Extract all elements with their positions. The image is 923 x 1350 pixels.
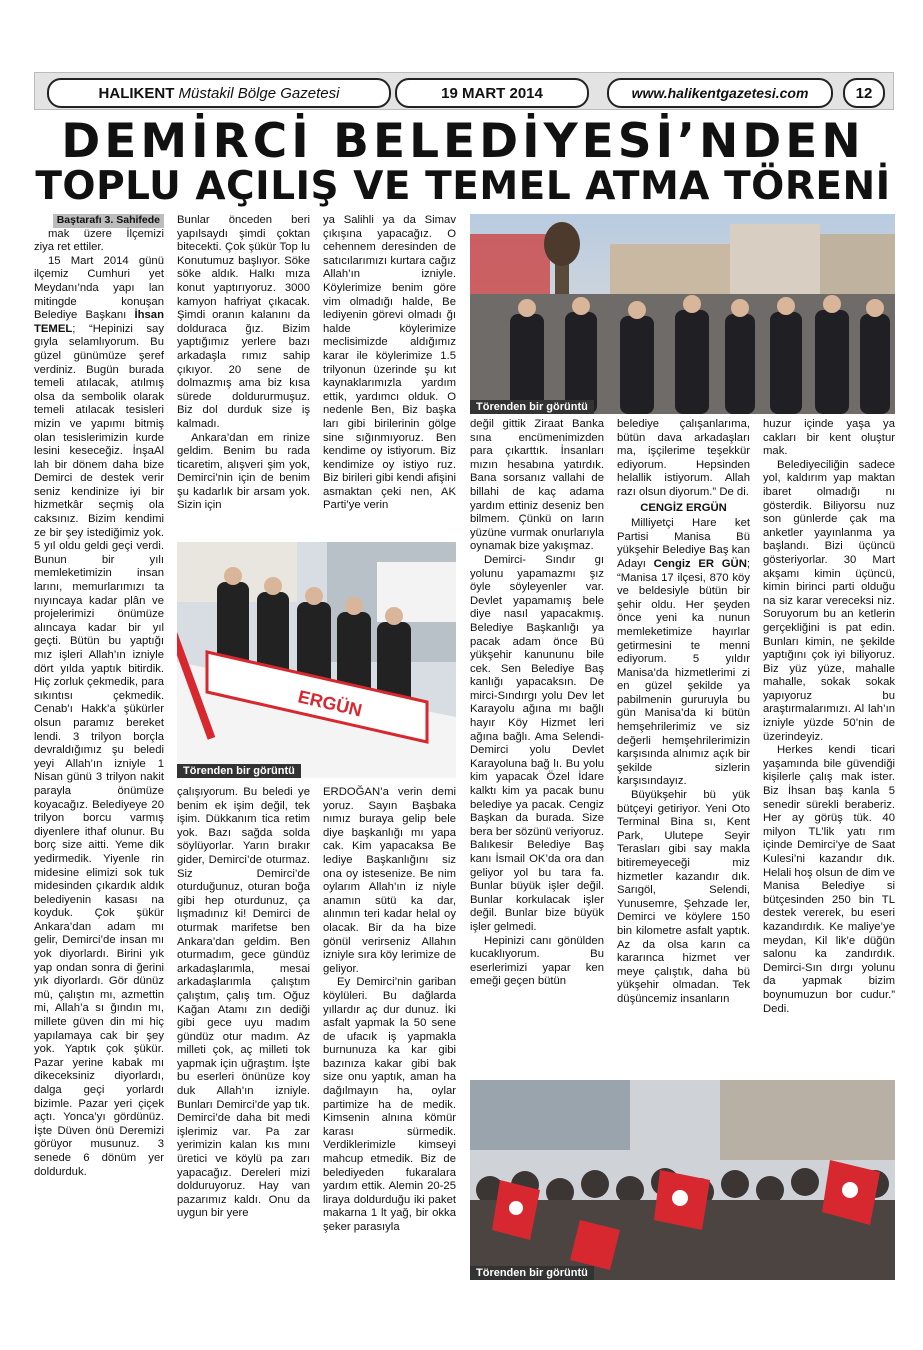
col5-paragraph-3: Büyükşehir bü yük bütçeyi getiriyor. Yeni Oto Terminal Bina sı, Kent Park, Ulutepe Seyir Terasları gibi say makla bitiremeyeceği miz hizmetler kazandır dık. Sarıgöl, Selendi, Yunusemre, Şehzade ler, Demirci ve köylere 150 bin kilometre asfalt yaptık. Az da olsa karın ca kararınca hizmet ver meye çalıştık, daha bü yükşehir olmadan. Tek düşüncemiz insanların [617,789,750,1005]
col1-paragraph-1: mak üzere İlçemizi ziya ret ettiler. [34,227,164,254]
paper-subtitle: Müstakil Bölge Gazetesi [178,84,340,102]
subheading-cengiz-ergun: CENGİZ ERGÜN [640,501,727,514]
paper-name-pill [47,78,391,108]
page-number-pill [843,78,885,108]
website-pill [607,78,833,108]
photo-crowd-flags-image [470,1080,895,1280]
photo-officials-statue [470,214,895,414]
col2-paragraph-3: çalışıyorum. Bu beledi ye benim ek işim değil, tek işim. Dükkanım tica retim yok. Bazı sağda solda söylüyorlar. Yarın bırakır gider, Demirci’de oturmaz. Siz Demirci’de oturduğunuz, oturan boğa gibi hep oturdunuz, ça lışmadınız ki! Demirci de oturmak marifetse ben Ankara’dan geldim. Ben oturmadım, gece gündüz arkadaşlarımla, mesai arkadaşlarımla çalıştım çalıştım, çalış tım. Oğuz Kağan Atamı zın dediği gibi gece uyu madım gündüz otur madım. Az milleti çok, aç milleti tok yapmak için uğraştım. İşte bu eserleri önünüze koy duk Allah’ın izniyle. Bunları Demirci’de yap tık. Demirci’de daha bit medi işlerimiz var. Pa zar yerimizin kalan kıs mını üretici ve köylü pa zarı yapacağız. Dereleri mizi dolduruyoruz. Hay van pazarımız kaldı. Onu da uygun bir yere [177,786,310,1220]
speaker-name: İhsan TEMEL [34,309,164,335]
issue-date: 19 MART 2014 [441,84,543,102]
col3-paragraph-2: ERDOĞAN’a verin demi yoruz. Sayın Başbaka nımız buraya gelip bele diye başkanlığı mı yapa cak. Kim yapacaksa Be lediye Başkanlığını siz ona oy istesenize. Be nim oylarım Allah’ın iz niyle anamın sütü ka dar, alınmın teri kadar helal oy olacak. Bir da ha bize gönül verirseniz Allahın izniyle sıra köy lerimize de geliyor. [323,786,456,975]
col5-paragraph-1: belediye çalışanlarıma, bütün dava arkadaşları ma, işçilerime teşekkür ediyorum. Hepsinden helallik istiyorum. Allah razı olsun diyorum.” De di. [617,418,750,498]
article-column-2-bottom [177,786,310,1221]
col2-paragraph-2: Ankara’dan em rinize geldim. Benim bu rada ticaretim, alışveri şim yok, Demirci’nin için de benim şu kadarlık bir arsam yok. Sizin için [177,431,310,512]
col6-paragraph-1: huzur içinde yaşa ya cakları bir kent oluştur mak. [763,418,895,458]
col4-paragraph-1: değil gittik Ziraat Banka sına encümenimizden para çıkarttık. İnsanları mızın hesabına yatırdık. Bana sorsanız vallahi de billahi de kaç adama yardım ettiniz deseniz ben bilmem. Çünkü on ların yüzüne vurmak onurlarıyla oynamak bize yakışmaz. [470,418,604,553]
col6-paragraph-2: Belediyeciliğin sadece yol, kaldırım yap maktan ibaret olmadığı nı gösterdik. Biliyorsu nuz son günlerde çak ma anketler yayınlanma ya başlandı. Bizi üçüncü gösteriyorlar. 30 Mart akşamı kimin üçüncü, kimin birinci parti olduğu na siz karar vereceksi niz. Soruyorum bu an ketlerin gerçekliğini is pat edin. Bunları kimin, ne şekilde yaptığını çok iyi biliyoruz. Biz yüz yüze, mahalle mahalle, sokak sokak yapıyoruz bu araştırmalarımızı. Al lah’ın izniyle yüzde 50’nin de üzerindeyiz. [763,458,895,743]
masthead-bar [34,72,894,110]
article-column-6 [763,418,895,1016]
photo-officials-statue-image [470,214,895,414]
col5-paragraph-2: Milliyetçi Hare ket Partisi Manisa Bü yükşehir Belediye Baş kan Adayı Cengiz ER GÜN; “Manisa 17 ilçesi, 870 köy ve beldesiyle bütün bir şehir oldu. Her şeyden önce yeni ka nunun memleketimize hayırlar getirmesini te menni ediyorum. 5 yıldır Manisa’da hizmetlerimi zi en güzel şekilde ya pabilmenin gururuyla bu gün Manisa’da ki bütün hemşehrilerimiz ve siz değerli hemşehrilerimizin karşısında alnımız açık bir şekilde sizlerin karşısındayız. [617,517,750,788]
article-column-5 [617,418,750,1007]
headline-line1: DEMİRCİ BELEDİYESİ’NDEN [61,114,865,169]
photo-caption: Törenden bir görüntü [470,400,594,414]
col3-paragraph-1: ya Salihli ya da Simav çıkışına yapacağız. O cehennem deresinden de satıcılarımızı kurtara cağız Allah’ın izniyle. Köylerimize benim göre vim olmadığı halde, Be lediyenin görevi olmadı ğı halde köylerimize meclisimizde aldığımız karar ile köylerimize 1.5 trilyonun üzerinde şu kıt kaynaklarımızla yardım ettik, yardımcı olduk. O nedenle Ben, Biz başka ları gibi birilerinin gölge sine sığınmıyoruz. Ben kendime oy istiyorum. Biz kendimize oy istiyo ruz. Biz birileri gibi kendi afişini asmaktan çeki nen, AK Parti’ye verin [323,214,456,512]
article-column-2-top [177,214,310,513]
col6-paragraph-3: Herkes kendi ticari yaşamında bile güvendiği kişilerle çalış mak ister. Biz İhsan baş kanla 5 senedir sürekli beraberiz. Her ay görüş tük. 40 milyon TL’lik yatı rım içinde Demirci’ye de Saat Kulesi’ni kazandır dık. Helali hoş olsun de dim ve Manisa Belediye si bütçesinden 250 bin TL destek vererek, bu eseri kazandırdık. Ke maliye’ye meydan, Kil lik’e düğün salonu ka zandırdık. Demirci-Sın dırgı yolunu da yapmak bizim boynumuzun bor cudur.” Dedi. [763,744,895,1015]
date-pill [395,78,589,108]
banner-text: ERGÜN [296,686,364,721]
candidate-name: Cengiz ER GÜN [653,557,747,570]
photo-crowd-flags [470,1080,895,1280]
website-url: www.halikentgazetesi.com [631,85,809,101]
paper-name: HALIKENT [98,84,175,102]
article-column-3-top [323,214,456,513]
col1-paragraph-2: 15 Mart 2014 günü ilçemiz Cumhuri yet Meydanı’nda yapı lan mitingde konuşan Belediye Başkanı İhsan TEMEL; “Hepinizi say gıyla selamlıyorum. Bu güzel günümüze şeref verdiniz. Bugün burada temeli atılacak, atılmış olsa da sembolik olarak temeli atılacak tesisleri mizin ve yapımı bitmiş olan tesislerimizin kurde lesini keseceğiz. İnşaAl lah bir dönem daha bize Demirci de destek verir seniz kendinize iyi bir hizmetkâr seçmiş ola caksınız. Bizim kendimi ze bir şey istediğimiz yok. 5 yıl oldu geldi geçi verdi. Bunun bir yılı memleketimizin insan larını, memurlarımızı ta nıyıncaya kadar plân ve projelerimizi önümüze alıncaya kadar bir yıl geçti. Bütün bu yaptığı mız işleri Allah’ın izniyle dört yılda yaptık bitirdik. Hiç zorluk çekmedik, para sıkıntısı çekmedik. Cenab’ı Hakk’a şükürler olsun paramız bereket lendi. 3 trilyon borçla devraldığımız şu beledi yeyi Allah’ın izniyle 1 Nisan günü 3 trilyon nakit parayla önümüze koyacağız. Belediyeye 20 trilyon borcu varmış diyenlere ithaf olunur. Bu borç size aitti. Yeme dik yedirmedik. Yiyenle rin midesine elimizi sok tuk midesinden çıkardık aldık belediyenin kasası na koyduk. Çok şükür Ankara’dan adam mı gelir, Demirci’de insan mı yok diyorlardı. Birini yık yap ondan sonra di ğerini yık diyorlardı. Gör dünüz mü, çalıştın mı, azmettin mi, Allah’a sı ğındın mı, millete güven din mi hiç yapılamaya cak bir şey yok. Yaptık çok şükür. Pazar yerine kabak mı dikeceksiniz diyorlardı, dalga geçi yorlardı bizimle. Pazar yeri çiçek açtı. Yonca’yı gördünüz. İşte Düven önü Deremizi görüyor musunuz. 3 senede 6 dönüm yer doldurduk. [34,254,164,1178]
photo-caption: Törenden bir görüntü [470,1266,594,1280]
article-column-1 [34,214,164,1179]
headline-line2: TOPLU AÇILIŞ VE TEMEL ATMA TÖRENİ [35,164,891,209]
article-column-4 [470,418,604,989]
col4-paragraph-2: Demirci- Sındır gı yolunu yapamazmı şız öyle söyleyenler var. Devlet yapamamış bele diye nasıl yapacakmış. Belediye Başkanlığı ya pacak adam önce Bü yükşehir kanununu bile cek. Sen Belediye Baş kanlığı yapacaksın. De mirci-Sındırgı yolu Dev let Karayolu ağına mı bağlı hayır Köy Hizmet leri ağına bağlı. Ama Selendi-Demirci yolu Devlet Karayoluna bağ lı. Bu yolu kim yapacak Özel İdare kalktı kim ya pacak bunu belediye ya pacak. Cengiz Başkan da burada. Size bera ber sözünü veriyoruz. Balıkesir Belediye Baş kanı İsmail OK’da ora dan geliyor yol bu tara fa. Bunlar büyük işler değil. Bunlar korkulacak işler değil. Bunlar bize büyük işler gelmedi. [470,553,604,933]
page-number: 12 [855,84,873,102]
col2-paragraph-1: Bunlar önceden beri yapılsaydı şimdi çoktan bitecekti. Çok şükür Top lu Konutumuz başlıyor. Söke söke aldık. Halkı mıza konut yaptırıyoruz. 3000 kamyon hafriyat çıkacak. Şimdi oranın kalanını da dolduraca ğız. Bizim yaptığımız yerlere bazı arkadaşla rımız sahip çıkıyor. 20 sene de dolmazmış ama biz kısa sürede doldururmuşuz. Biz dol durduk size iş kalmadı. [177,214,310,430]
article-column-3-bottom [323,786,456,1235]
col3-paragraph-3: Ey Demirci’nin gariban köylüleri. Bu dağlarda yıllardır aç dur dunuz. İki asfalt yapmak la 50 sene de ufacık iş yapmakla burnunuza ka kar gibi bazınıza kakar gibi bak size onu yaptık, aman ha dağılmayın ha, oylar partimize ha de medik. Kimsenin alnına kömür karası sürmedik. Verdiklerimizle kimseyi mahcup etmedik. Biz de belediyeden fukaralara yardım ettik. Alemin 20-25 liraya doldurduğu iki paket makarna 1 lt yağ, bir okka şeker parasıyla [323,976,456,1233]
photo-ribbon-cutting-image [177,542,456,778]
photo-caption: Törenden bir görüntü [177,764,301,778]
col4-paragraph-3: Hepinizi canı gönülden kucaklıyorum. Bu eserlerimizi yapar ken emeği geçen bütün [470,934,604,988]
photo-ribbon-cutting [177,542,456,778]
continued-from-label: Baştarafı 3. Sahifede [53,214,164,228]
